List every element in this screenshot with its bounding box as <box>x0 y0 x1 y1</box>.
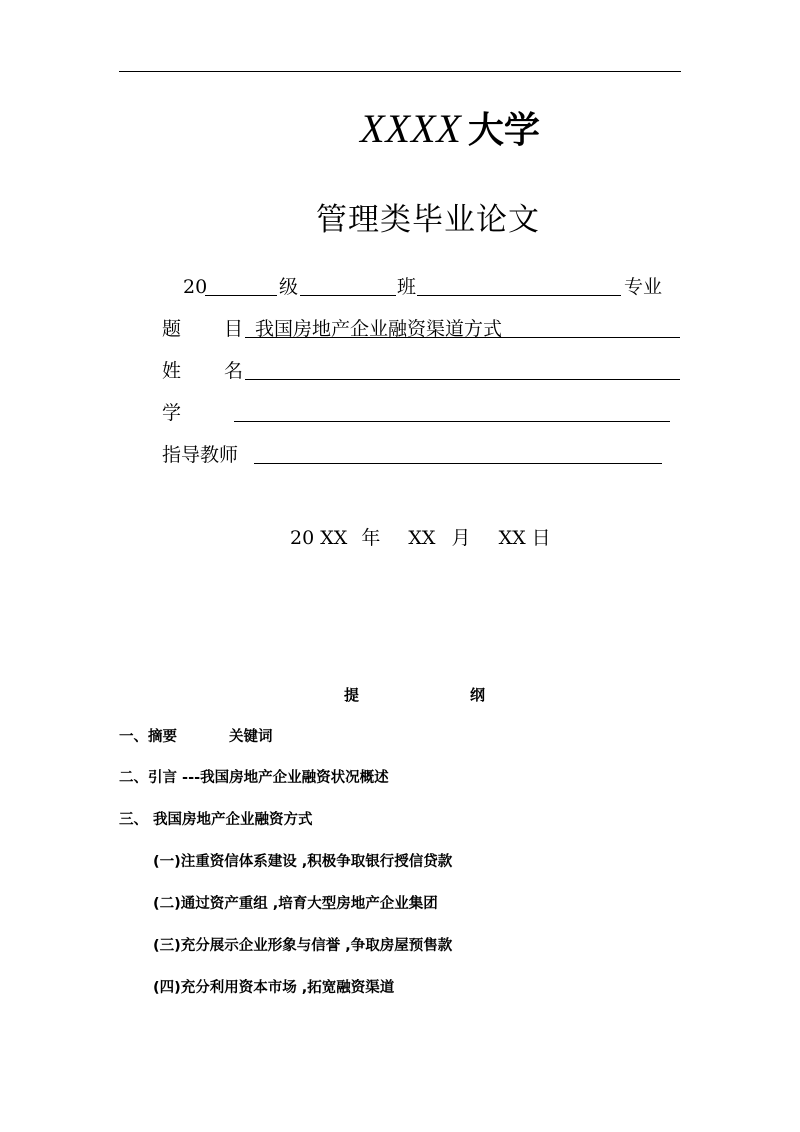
outline-item: 关键词 <box>229 729 273 745</box>
outline-title-right: 纲 <box>470 686 486 704</box>
major-label: 专业 <box>624 276 663 298</box>
class-label: 班 <box>397 276 417 298</box>
topic-value: 我国房地产企业融资渠道方式 <box>255 318 503 340</box>
outline-item: 一、摘要 <box>119 729 177 745</box>
university-name-cjk: 大学 <box>467 110 540 151</box>
outline-item: (三)充分展示企业形象与信誉 ,争取房屋预售款 <box>153 938 453 954</box>
outline-item: 二、引言 ---我国房地产企业融资状况概述 <box>119 770 389 786</box>
thesis-type: 管理类毕业论文 <box>316 202 540 238</box>
topic-label-2: 目 <box>224 318 244 340</box>
name-label-1: 姓 <box>162 360 182 382</box>
date-line <box>290 525 551 551</box>
grade-label: 级 <box>279 276 299 298</box>
grade-underline <box>300 295 396 296</box>
header-rule <box>119 71 681 72</box>
outline-title-left: 提 <box>344 686 360 704</box>
outline-item: (一)注重资信体系建设 ,积极争取银行授信贷款 <box>153 854 453 870</box>
name-underline <box>245 379 680 380</box>
name-label-2: 名 <box>224 360 244 382</box>
outline-item: (二)通过资产重组 ,培育大型房地产企业集团 <box>153 896 438 912</box>
outline-item: (四)充分利用资本市场 ,拓宽融资渠道 <box>153 980 395 996</box>
class-underline <box>417 295 621 296</box>
university-name-latin: XXXX <box>360 106 462 151</box>
student-id-underline <box>234 421 670 422</box>
student-id-label: 学 <box>162 402 182 424</box>
year-prefix: 20 <box>183 276 208 298</box>
topic-underline <box>245 337 680 338</box>
advisor-label: 指导教师 <box>162 444 239 466</box>
university-title <box>0 105 800 155</box>
advisor-underline <box>254 463 662 464</box>
date-month-unit: 月 <box>451 527 471 549</box>
date-day: XX <box>498 527 526 549</box>
year-underline <box>205 295 277 296</box>
date-year-unit: 年 <box>361 527 381 549</box>
date-day-unit: 日 <box>531 527 551 549</box>
outline-item: 三、 我国房地产企业融资方式 <box>119 812 313 828</box>
date-year: 20 XX <box>290 527 348 549</box>
date-month: XX <box>408 527 436 549</box>
topic-label-1: 题 <box>162 318 182 340</box>
